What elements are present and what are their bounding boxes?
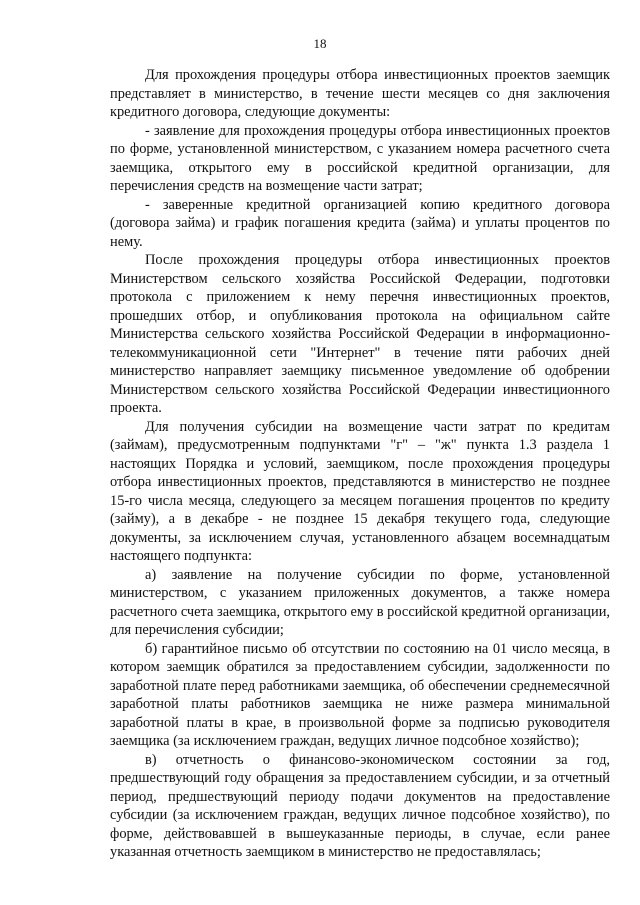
paragraph-item-v: в) отчетность о финансово-экономическом состоянии за год, предшествующий году обращения за предоставлением субсидии, и за отчетный период, предшествующий периоду подачи документов на предоставление субсидии (за исключением граждан, ведущих личное подсобное хозяйство), по форме, действовавшей в вышеуказанные периоды, в случае, если ранее указанная отчетность заемщиком в министерство не предоставлялась; <box>110 751 610 860</box>
paragraph-application-item: - заявление для прохождения процедуры отбора инвестиционных проектов по форме, установленной министерством, с указанием номера расчетного счета заемщика, открытого ему в российской кредитной организации, для перечисления средств на возмещение части затрат; <box>110 122 610 194</box>
paragraph-documents-intro: Для прохождения процедуры отбора инвестиционных проектов заемщик представляет в министерство, в течение шести месяцев со дня заключения кредитного договора, следующие документы: <box>110 67 610 120</box>
paragraph-after-selection: После прохождения процедуры отбора инвестиционных проектов Министерством сельского хозяйства Российской Федерации, подготовки протокола с приложением к нему перечня инвестиционных проектов, прошедших отбор, и опубликования протокола на официальном сайте Министерства сельского хозяйства Российской Федерации в информационно-телекоммуникационной сети "Интернет" в течение пяти рабочих дней министерство направляет заемщику письменное уведомление об одобрении Министерством сельского хозяйства Российской Федерации инвестиционного проекта. <box>110 252 610 416</box>
paragraph-item-a: а) заявление на получение субсидии по форме, установленной министерством, с указанием приложенных документов, а также номера расчетного счета заемщика, открытого ему в российской кредитной организации, для перечисления субсидии; <box>110 566 610 638</box>
paragraph-subsidy-documents: Для получения субсидии на возмещение части затрат по кредитам (займам), предусмотренным подпунктами "г" – "ж" пункта 1.3 раздела 1 настоящих Порядка и условий, заемщиком, после прохождения процедуры отбора инвестиционных проектов, представляются в министерство не позднее 15-го числа месяца, следующего за месяцем погашения процентов по кредиту (займу), а в декабре - не позднее 15 декабря текущего года, следующие документы, за исключением случая, установленного абзацем восемнадцатым настоящего подпункта: <box>110 418 610 564</box>
paragraph-item-b: б) гарантийное письмо об отсутствии по состоянию на 01 число месяца, в котором заемщик обратился за предоставлением субсидии, задолженности по заработной плате перед работниками заемщика, об обеспечении среднемесячной заработной платы работников заемщика не ниже размера минимальной заработной платы в крае, в произвольной форме за подписью руководителя заемщика (за исключением граждан, ведущих личное подсобное хозяйство); <box>110 640 610 749</box>
document-body <box>110 66 610 862</box>
paragraph-loan-copy-item: - заверенные кредитной организацией копию кредитного договора (договора займа) и график погашения кредита (займа) и уплаты процентов по нему. <box>110 196 610 250</box>
page-number: 18 <box>313 36 327 51</box>
